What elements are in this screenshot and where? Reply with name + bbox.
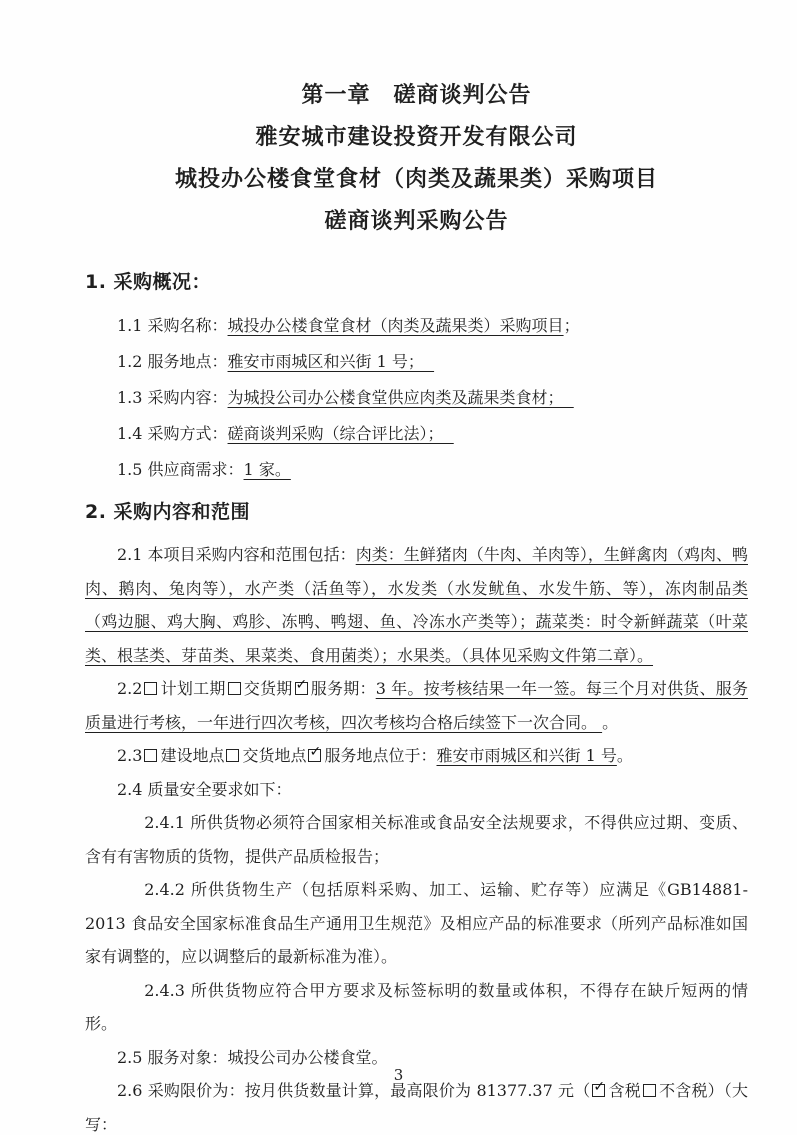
project-title: 城投办公楼食堂食材（肉类及蔬果类）采购项目 [174, 166, 658, 192]
checked-checkbox-icon: ✓ [295, 677, 308, 693]
text-run: 1.4 采购方式： [117, 424, 228, 443]
text-run: 交货地点 [242, 746, 307, 765]
underlined-text-run: 3 年。按考核结果一年一签。每三个月对供货、服务质量进行考核，一年进行四次考核，四次考核均合格后续签下一次合同。 [85, 679, 748, 732]
section-scope [85, 498, 748, 1135]
text-run: 2.4.3 所供货物应符合甲方要求及标签标明的数量或体积，不得存在缺斤短两的情形。 [85, 980, 748, 1033]
overview-item-1-5 [85, 452, 748, 488]
text-run: 2.4.2 所供货物生产（包括原料采购、加工、运输、贮存等）应满足《GB14881-2013 食品安全国家标准食品生产通用卫生规范》及相应产品的标准要求（所列产品标准如国家有调整的，应以调整后的最新标准为准）。 [85, 880, 748, 966]
underlined-text-run: 磋商谈判采购（综合评比法）； [227, 424, 454, 443]
overview-item-1-4 [85, 416, 748, 452]
underlined-text-run: 为城投公司办公楼食堂供应肉类及蔬果类食材； [227, 388, 574, 407]
text-run: 1.5 供应商需求： [117, 460, 244, 479]
overview-item-1-1 [85, 308, 748, 344]
unchecked-checkbox-icon [144, 749, 157, 762]
text-run: 计划工期 [160, 679, 226, 698]
text-run: 1.2 服务地点： [117, 352, 228, 371]
section2-heading: 2. 采购内容和范围 [85, 501, 251, 523]
paragraph-2-4-2 [85, 873, 748, 974]
text-run: 。 [616, 746, 633, 765]
underlined-text-run: 肉类：生鲜猪肉（牛肉、羊肉等），生鲜禽肉（鸡肉、鸭肉、鹅肉、兔肉等），水产类（活鱼等），水发类（水发鱿鱼、水发牛筋、等），冻肉制品类（鸡边腿、鸡大胸、鸡胗、冻鸭、鸭翅、鱼、冷冻水产类等）；蔬菜类：时令新鲜蔬菜（叶菜类、根茎类、芽苗类、果菜类、食用菌类）；水果类。（具体见采购文件第二章）。 [85, 545, 748, 665]
text-run: ； [563, 316, 580, 335]
paragraph-2-3 [85, 739, 748, 773]
company-name: 雅安城市建设投资开发有限公司 [255, 124, 578, 150]
overview-item-1-3 [85, 380, 748, 416]
underlined-text-run: 1 家。 [243, 460, 291, 479]
unchecked-checkbox-icon [228, 682, 241, 695]
text-run: 交货期 [243, 679, 293, 698]
underlined-text-run: 雅安市雨城区和兴街 1 号 [436, 746, 617, 765]
text-run: 2.5 服务对象：城投公司办公楼食堂。 [117, 1047, 388, 1067]
paragraph-2-4-1 [85, 806, 748, 873]
overview-item-1-2 [85, 344, 748, 380]
page-number: 3 [393, 1066, 404, 1084]
text-run: 含税 [608, 1081, 641, 1100]
unchecked-checkbox-icon [226, 749, 239, 762]
text-run: 2.4.1 所供货物必须符合国家相关标准或食品安全法规要求，不得供应过期、变质、含有有害物质的货物，提供产品质检报告； [85, 813, 748, 866]
text-run: 不含税）（大写： [85, 1081, 748, 1134]
text-run: 建设地点 [160, 746, 225, 765]
section-procurement-overview [85, 268, 748, 488]
text-run: 2.6 采购限价为：按月供货数量计算，最高限价为 81377.37 元（ [117, 1081, 591, 1100]
paragraph-2-1 [85, 538, 748, 672]
chapter-title: 第一章 磋商谈判公告 [301, 82, 532, 108]
text-run: 。 [602, 712, 619, 732]
text-run: 2.3 [117, 746, 143, 765]
paragraph-2-4 [85, 773, 748, 807]
title-block [85, 74, 748, 242]
text-run: 1.1 采购名称： [117, 316, 228, 335]
unchecked-checkbox-icon [144, 682, 157, 695]
checked-checkbox-icon: ✓ [309, 744, 322, 760]
text-run: 服务地点位于： [324, 746, 437, 765]
announcement-subtitle: 磋商谈判采购公告 [324, 208, 509, 234]
unchecked-checkbox-icon [643, 1084, 656, 1097]
paragraph-2-2 [85, 672, 748, 739]
text-run: 1.3 采购内容： [117, 388, 228, 407]
checked-checkbox-icon: ✓ [593, 1079, 606, 1095]
underlined-text-run: 雅安市雨城区和兴街 1 号； [227, 352, 435, 371]
section1-heading: 1. 采购概况： [85, 271, 212, 293]
paragraph-2-4-3 [85, 974, 748, 1041]
text-run: 2.1 本项目采购内容和范围包括： [117, 545, 356, 564]
text-run: 服务期： [310, 679, 376, 698]
underlined-text-run: 城投办公楼食堂食材（肉类及蔬果类）采购项目 [227, 316, 564, 335]
text-run: 2.4 质量安全要求如下： [117, 779, 292, 799]
text-run: 2.2 [117, 679, 143, 698]
